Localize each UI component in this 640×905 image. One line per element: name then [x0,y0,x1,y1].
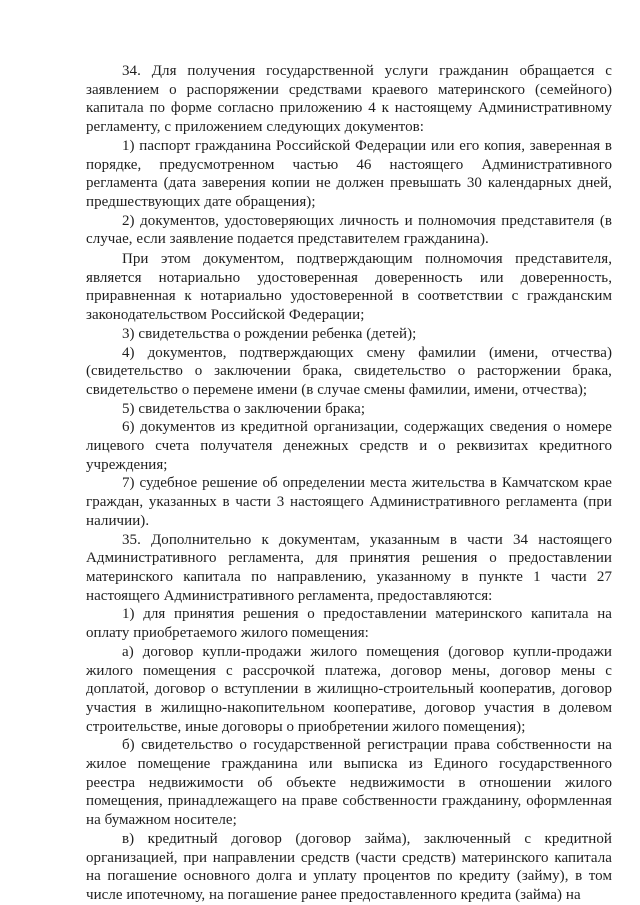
item-1-passport: 1) паспорт гражданина Российской Федерации или его копия, заверенная в порядке, предусмотренном частью 46 настоящего Административного регламента (дата заверения копии не должен превышать 30 календарных дней, предшествующих дате обращения); [86,137,612,210]
representative-authority-note: При этом документом, подтверждающим полномочия представителя, является нотариально удостоверенная доверенность или доверенность, приравненная к нотариально удостоверенной в соответствии с гражданским законодательством Российской Федерации; [86,251,612,324]
paragraph-34-intro: 34. Для получения государственной услуги гражданин обращается с заявлением о распоряжении средствами краевого материнского (семейного) капитала по форме согласно приложению 4 к настоящему Административному регламенту, с приложением следующих документов: [86,63,612,136]
subitem-b-ownership-certificate: б) свидетельство о государственной регистрации права собственности на жилое помещение гражданина или выписка из Единого государственного реестра недвижимости об объекте недвижимости в отношении жилого помещения, принадлежащего на праве собственности гражданину, оформленная на бумажном носителе; [86,737,612,829]
subitem-a-sale-contract: а) договор купли-продажи жилого помещения (договор купли-продажи жилого помещения с рассрочкой платежа, договор мены, договор мены с доплатой, договор о вступлении в жилищно-строительный кооператив, договор участия в жилищно-накопительном кооперативе, договор участия в долевом строительстве, иные договоры о приобретении жилого помещения); [86,643,612,735]
document-body [86,62,612,905]
subitem-1-housing-purchase: 1) для принятия решения о предоставлении материнского капитала на оплату приобретаемого жилого помещения: [86,606,612,642]
item-7-court-decision: 7) судебное решение об определении места жительства в Камчатском крае граждан, указанных в части 3 настоящего Административного регламента (при наличии). [86,475,612,529]
item-2-identity-documents: 2) документов, удостоверяющих личность и полномочия представителя (в случае, если заявление подается представителем гражданина). [86,212,612,248]
item-3-birth-certificate: 3) свидетельства о рождении ребенка (детей); [122,325,417,342]
paragraph-35-intro: 35. Дополнительно к документам, указанным в части 34 настоящего Административного регламента, для принятия решения о предоставлении материнского капитала по направлению, указанному в пункте 1 части 27 настоящего Административного регламента, предоставляются: [86,531,612,604]
subitem-v-loan-agreement: в) кредитный договор (договор займа), заключенный с кредитной организацией, при направлении средств (части средств) материнского капитала на погашение основного долга и уплату процентов по кредиту (займу), в том числе ипотечному, на погашение ранее предоставленного кредита (займа) на [86,830,612,903]
item-6-bank-documents: 6) документов из кредитной организации, содержащих сведения о номере лицевого счета получателя денежных средств и о реквизитах кредитного учреждения; [86,419,612,473]
item-4-name-change-documents: 4) документов, подтверждающих смену фамилии (имени, отчества) (свидетельство о заключении брака, свидетельство о расторжении брака, свидетельство о перемене имени (в случае смены фамилии, имени, отчества); [86,344,612,398]
item-5-marriage-certificate: 5) свидетельства о заключении брака; [122,400,366,417]
